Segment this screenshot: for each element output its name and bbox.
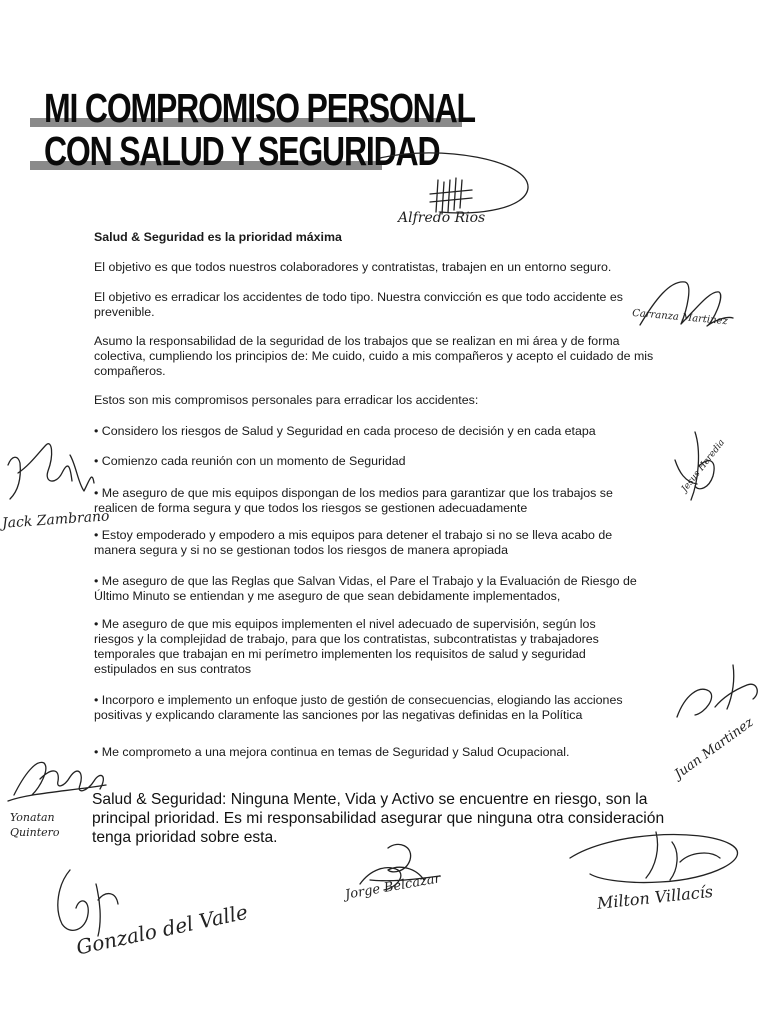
signature-name-jack: Jack Zambrano xyxy=(1,508,110,532)
commitment-item: • Incorporo e implemento un enfoque justo de gestión de consecuencias, elogiando las acciones positivas y explicando claramente las sanciones por las negativas definidas en la Política xyxy=(94,693,623,722)
signature-name-jesus: Jesus Heredia xyxy=(680,437,728,495)
page-title-line-2: CON SALUD Y SEGURIDAD xyxy=(44,128,440,174)
closing-statement: Salud & Seguridad: Ninguna Mente, Vida y Activo se encuentre en riesgo, son la principal prioridad. Es mi responsabilidad asegurar que ninguna otra consideración tenga prioridad sobre esta. xyxy=(92,791,665,846)
commitment-item: • Considero los riesgos de Salud y Seguridad en cada proceso de decisión y en cada etapa xyxy=(94,424,596,438)
paragraph-intro-commitments: Estos son mis compromisos personales para erradicar los accidentes: xyxy=(94,393,479,407)
commitment-item: • Me aseguro de que mis equipos implementen el nivel adecuado de supervisión, según los riesgos y la complejidad de trabajo, para que los contratistas, subcontratistas y trabajadores temporales que trabajan en mi perímetro implementen los requisitos de salud y seguridad estipulados en sus contratos xyxy=(94,617,599,676)
commitment-item: • Estoy empoderado y empodero a mis equipos para detener el trabajo si no se lleva acabo de manera segura y si no se gestionan todos los riesgos de manera apropiada xyxy=(94,528,613,557)
signature-alfredo-rios xyxy=(360,150,540,240)
signature-jesus-heredia xyxy=(655,420,765,530)
commitment-item: • Me aseguro de que las Reglas que Salvan Vidas, el Pare el Trabajo y la Evaluación de Riesgo de Último Minuto se entiendan y me aseguro de que sean debidamente implementados, xyxy=(94,574,637,603)
signature-name-gonzalo: Gonzalo del Valle xyxy=(74,899,250,960)
signature-name-yonatan: Yonatan Quintero xyxy=(10,811,60,839)
paragraph-responsibility: Asumo la responsabilidad de la seguridad de los trabajos que se realizan en mi área y de forma colectiva, cumpliendo los principios de: Me cuido, cuido a mis compañeros y acepto el cuidado de mis compañeros. xyxy=(94,334,654,378)
commitment-item: • Me aseguro de que mis equipos dispongan de los medios para garantizar que los trabajos se realicen de forma segura y que todos los riesgos se gestionen adecuadamente xyxy=(94,486,613,515)
signature-name-milton: Milton Villacís xyxy=(596,881,714,913)
subtitle: Salud & Seguridad es la prioridad máxima xyxy=(94,230,342,244)
signature-name-carranza: Carranza Martinez xyxy=(631,307,729,328)
commitment-item: • Comienzo cada reunión con un momento de Seguridad xyxy=(94,454,406,468)
page-title-line-1: MI COMPROMISO PERSONAL xyxy=(44,85,475,131)
signature-jack-zambrano xyxy=(0,425,130,515)
signature-name-juan: Juan Martinez xyxy=(672,715,757,783)
paragraph-objective-2: El objetivo es erradicar los accidentes de todo tipo. Nuestra convicción es que todo accidente es prevenible. xyxy=(94,290,623,319)
signature-name-jorge: Jorge Belcazar xyxy=(344,871,442,903)
paragraph-objective-1: El objetivo es que todos nuestros colaboradores y contratistas, trabajen en un entorno seguro. xyxy=(94,260,612,274)
signature-carranza-martinez xyxy=(615,270,765,340)
signature-name-alfredo: Alfredo Rios xyxy=(398,210,486,226)
commitment-item: • Me comprometo a una mejora continua en temas de Seguridad y Salud Ocupacional. xyxy=(94,745,570,759)
